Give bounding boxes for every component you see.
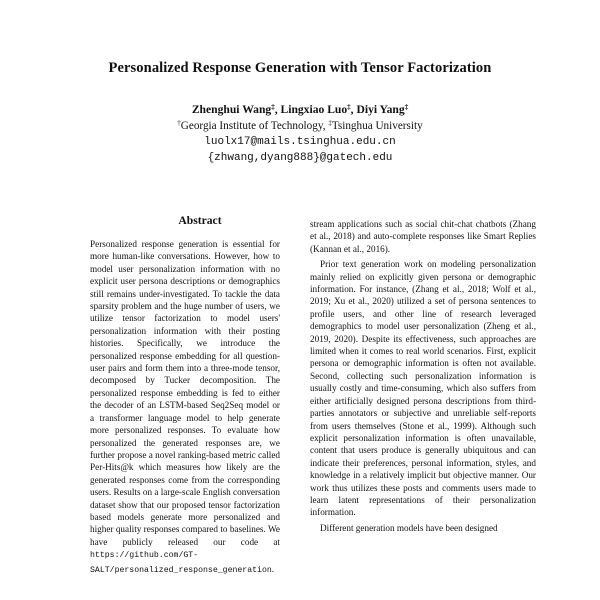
- abstract-text: Personalized response generation is essential for more human-like conversations. However, how to model user personalization information with no explicit user persona descriptions or demographics still remains under-investigated. To tackle the data sparsity problem and the huge number of users, we utilize tensor factorization to model users' personalization information with their posting histories. Specifically, we introduce the personalized response embedding for all question-user pairs and form them into a three-mode tensor, decomposed by Tucker decomposition. The personalized response embedding is fed to either the decoder of an LSTM-based Seq2Seq model or a transformer language model to help generate more personalized responses. To evaluate how personalized the generated responses are, we further propose a novel ranking-based metric called Per-Hits@k which measures how likely are the generated responses come from the corresponding users. Results on a large-scale English conversation dataset show that our proposed tensor factorization based models generate more personalized and higher quality responses compared to baselines. We have publicly released our code at: [90, 239, 280, 547]
- author-email[interactable]: {zhwang,dyang888}@gatech.edu: [207, 152, 393, 164]
- intro-paragraph: stream applications such as social chit-chat chatbots (Zhang et al., 2018) and auto-complete responses like Smart Replies (Kannan et al., 2016).: [310, 219, 536, 254]
- affiliation-mark: ‡: [271, 103, 275, 111]
- institution: Georgia Institute of Technology,: [180, 120, 329, 132]
- code-link[interactable]: https://github.com/GT-SALT/personalized_response_generation: [90, 551, 272, 575]
- author-email[interactable]: luolx17@mails.tsinghua.edu.cn: [204, 136, 396, 148]
- author-name: Zhenghui Wang: [191, 103, 272, 116]
- abstract-body: [90, 238, 280, 577]
- affiliation-mark: ‡: [347, 103, 351, 111]
- affiliation-mark: ‡: [328, 119, 332, 127]
- institution: Tsinghua University: [331, 120, 423, 132]
- author-separator: ,: [274, 103, 281, 116]
- author-name: Lingxiao Luo: [280, 103, 348, 116]
- intro-paragraph: Prior text generation work on modeling personalization mainly relied on explicitly given persona or demographic information. For instance, (Zhang et al., 2018; Wolf et al., 2019; Xu et al., 2020) utilized a set of persona sentences to profile users, and other line of research leveraged demographics to model user personalization (Zheng et al., 2019, 2020). Despite its effectiveness, such approaches are limited when it comes to real world scenarios. First, explicit persona or demographic information is often not available. Second, collecting such personalization information is usually costly and time-consuming, which also suffers from either artificially designed persona descriptions from third-parties annotators or subjective and unreliable self-reports from users themselves (Stone et al., 1999). Although such explicit personalization information is often unavailable, content that users produce is generally ubiquitous and can indicate their preferences, personal information, styles, and knowledge in a relatively implicit but objective manner. Our work thus utilizes these posts and comments users made to learn latent representations of their personalization information.: [310, 259, 536, 518]
- affiliations: [0, 120, 600, 132]
- author-name: Diyi Yang: [356, 103, 405, 116]
- author-separator: ,: [350, 103, 357, 116]
- paper-title: Personalized Response Generation with Tensor Factorization: [108, 60, 492, 76]
- affiliation-mark: †: [177, 119, 181, 127]
- author-list: [0, 103, 600, 116]
- introduction-column: [310, 218, 536, 534]
- abstract-end: .: [271, 563, 275, 574]
- intro-paragraph: Different generation models have been designed: [320, 522, 498, 533]
- abstract-heading: Abstract: [178, 214, 222, 227]
- affiliation-mark: ‡: [404, 103, 409, 111]
